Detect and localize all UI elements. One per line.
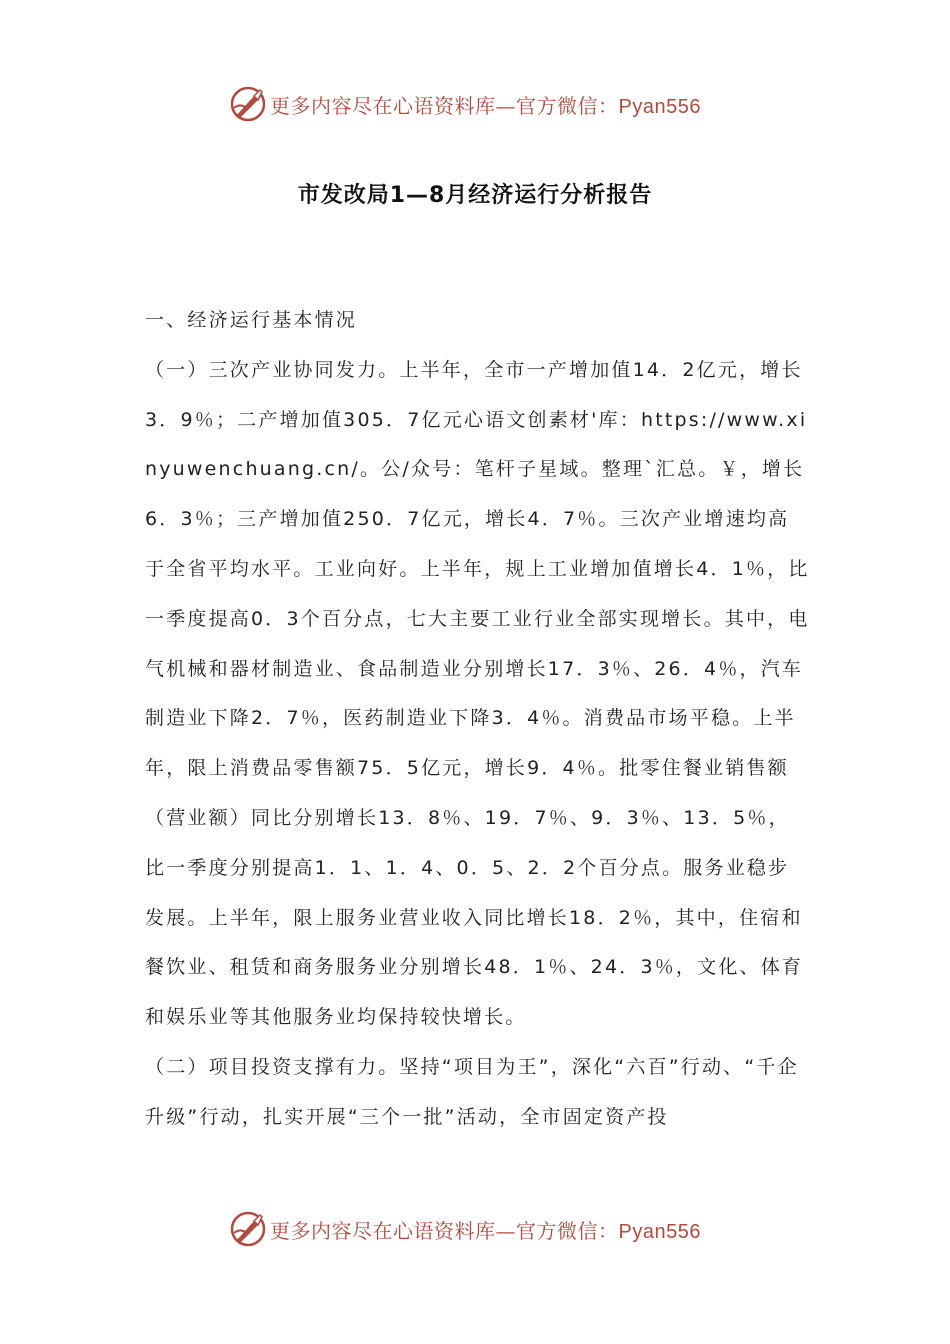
document-title: 市发改局1—8月经济运行分析报告 xyxy=(297,183,653,208)
wechat-id: Pyan556 xyxy=(618,1220,701,1243)
wechat-id: Pyan556 xyxy=(618,95,701,118)
paragraph-2: （二）项目投资支撑有力。坚持“项目为王”，深化“六百”行动、“千企升级”行动，扎实开展“三个一批”活动，全市固定资产投 xyxy=(145,1055,799,1128)
paragraph-1: （一）三次产业协同发力。上半年，全市一产增加值14．2亿元，增长3．9％；二产增加值305．7亿元心语文创素材'库：https://www.xinyuwenchuang.cn/。公/众号：笔杆子星域。整理`汇总。￥，增长6．3％；三产增加值250．7亿元，增长4．7％。三次产业增速均高于全省平均水平。工业向好。上半年，规上工业增加值增长4．1％，比一季度提高0．3个百分点，七大主要工业行业全部实现增长。其中，电气机械和器材制造业、食品制造业分别增长17．3％、26．4％，汽车制造业下降2．7％，医药制造业下降3．4％。消费品市场平稳。上半年，限上消费品零售额75．5亿元，增长9．4％。批零住餐业销售额（营业额）同比分别增长13．8％、19．7％、9．3％、13．5％，比一季度分别提高1．1、1．4、0．5、2．2个百分点。服务业稳步发展。上半年，限上服务业营业收入同比增长18．2％，其中，住宿和餐饮业、租赁和商务服务业分别增长48．1％、24．3％，文化、体育和娱乐业等其他服务业均保持较快增长。 xyxy=(145,358,810,1029)
banner-text xyxy=(270,90,701,119)
banner-slogan: 更多内容尽在心语资料库—官方微信： xyxy=(270,93,619,118)
pen-nib-logo-icon xyxy=(228,84,268,124)
pen-nib-logo-icon xyxy=(228,1209,268,1249)
document-body xyxy=(145,296,810,1143)
header-banner xyxy=(228,82,748,126)
section-heading: 一、经济运行基本情况 xyxy=(145,309,358,331)
banner-text xyxy=(270,1215,701,1244)
footer-banner xyxy=(228,1207,748,1251)
banner-slogan: 更多内容尽在心语资料库—官方微信： xyxy=(270,1218,619,1243)
